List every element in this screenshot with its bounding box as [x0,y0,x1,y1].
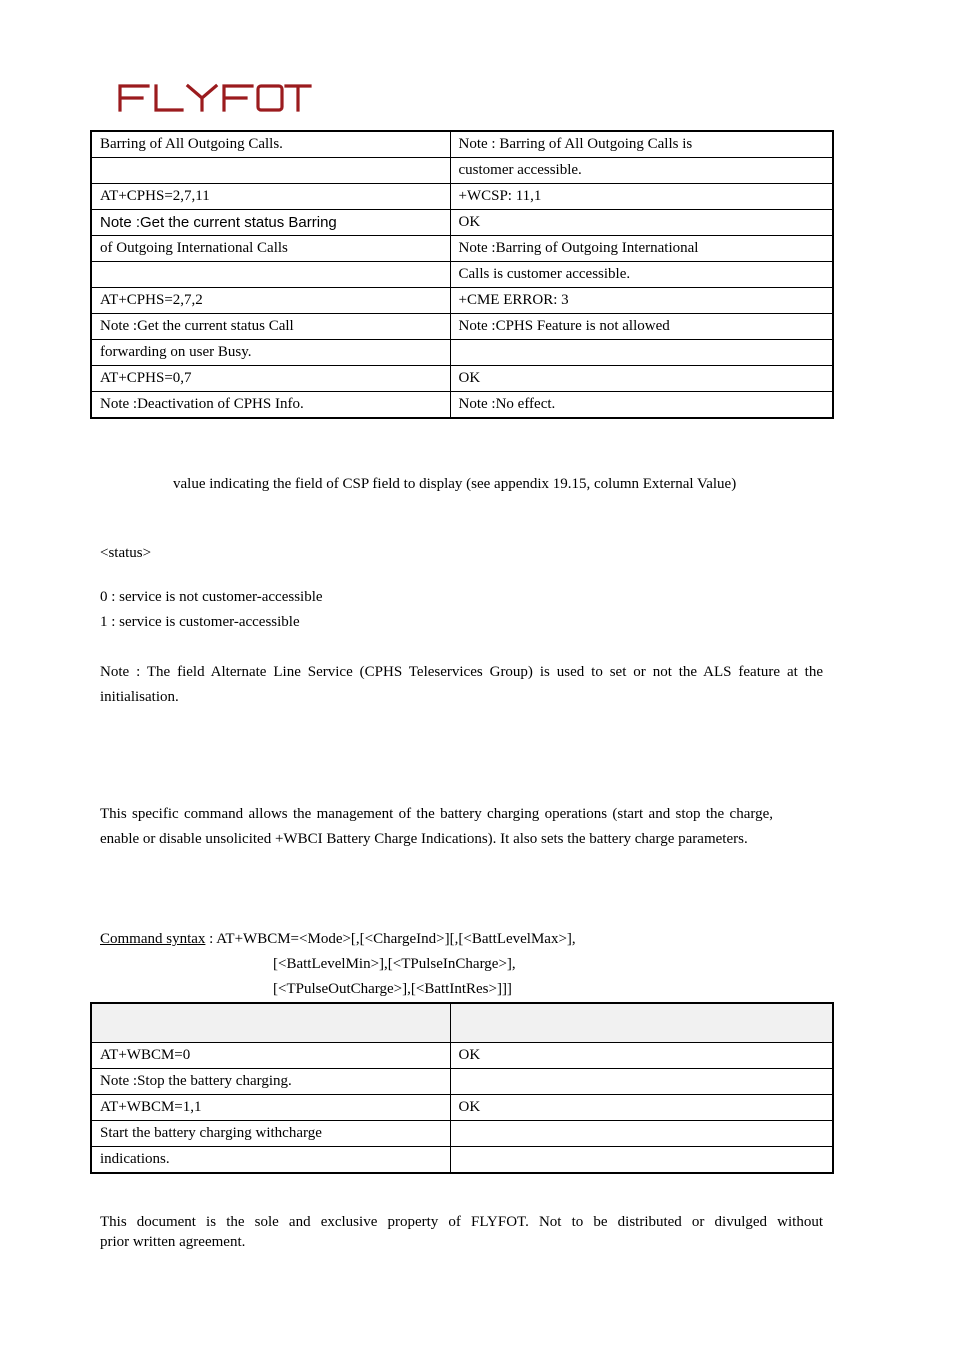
table-cell: Note :Deactivation of CPHS Info. [91,392,450,419]
table-cell: Note :No effect. [450,392,833,419]
table-row [91,1147,833,1174]
table-cell: OK [450,210,833,236]
table-row [91,158,833,184]
flyfot-logo [118,82,312,114]
csp-field-description: value indicating the field of CSP field to display (see appendix 19.15, column External Value) [173,476,737,492]
table-row [91,340,833,366]
table-cell: +WCSP: 11,1 [450,184,833,210]
table-cell: indications. [91,1147,450,1174]
command-syntax-text: : AT+WBCM=<Mode>[,[<ChargeInd>][,[<BattLevelMax>], [205,931,576,947]
table-row [91,366,833,392]
command-syntax-label: Command syntax [100,931,206,947]
wbcm-description: This specific command allows the management of the battery charging operations (start and stop the charge, enable or disable unsolicited +WBCI Battery Charge Indications). It also sets the battery charge parameters. [100,806,773,847]
table-cell: AT+WBCM=0 [91,1043,450,1069]
table-cell: Note :Get the current status Call [91,314,450,340]
table-header-row [91,1003,833,1043]
table-row [91,236,833,262]
als-note: Note : The field Alternate Line Service (CPHS Teleservices Group) is used to set or not the ALS feature at the initialisation. [100,664,823,705]
table-cell [91,262,450,288]
table-cell: +CME ERROR: 3 [450,288,833,314]
table-cell: AT+CPHS=2,7,11 [91,184,450,210]
footer-line-2: prior written agreement. [100,1234,246,1250]
table-cell: Barring of All Outgoing Calls. [91,131,450,158]
table-cell: forwarding on user Busy. [91,340,450,366]
table-row [91,131,833,158]
command-syntax-line-2: [<BattLevelMin>],[<TPulseInCharge>], [273,956,516,972]
status-value-1: 1 : service is customer-accessible [100,614,300,630]
footer-line-1: This document is the sole and exclusive property of FLYFOT. Not to be distributed or divulged without [100,1214,823,1230]
table-cell: AT+WBCM=1,1 [91,1095,450,1121]
table-cell: OK [450,1043,833,1069]
table-cell [450,1121,833,1147]
table-row [91,210,833,236]
command-syntax-line-3: [<TPulseOutCharge>],[<BattIntRes>]]] [273,981,512,997]
table-row [91,184,833,210]
table-row [91,1095,833,1121]
table-cell: Start the battery charging withcharge [91,1121,450,1147]
command-syntax-line-1 [100,927,576,952]
table-row [91,314,833,340]
table-cell: Note :Get the current status Barring [91,210,450,236]
table-row [91,288,833,314]
table-row [91,1043,833,1069]
table-header-cell [450,1003,833,1043]
table-cell: AT+CPHS=2,7,2 [91,288,450,314]
table-row [91,262,833,288]
table-cell: Note : Barring of All Outgoing Calls is [450,131,833,158]
status-parameter-label: <status> [100,545,152,561]
table-cell: customer accessible. [450,158,833,184]
table-row [91,392,833,419]
cphs-examples-table [90,130,834,419]
status-value-0: 0 : service is not customer-accessible [100,589,323,605]
table-cell: OK [450,1095,833,1121]
table-cell: Note :Stop the battery charging. [91,1069,450,1095]
table-cell: Note :CPHS Feature is not allowed [450,314,833,340]
table-cell [450,340,833,366]
table-header-cell [91,1003,450,1043]
table-cell [450,1069,833,1095]
table-cell: of Outgoing International Calls [91,236,450,262]
table-row [91,1121,833,1147]
table-cell: Calls is customer accessible. [450,262,833,288]
table-cell: OK [450,366,833,392]
flyfot-logo-mark [118,82,312,114]
table-row [91,1069,833,1095]
table-cell [91,158,450,184]
table-cell: Note :Barring of Outgoing International [450,236,833,262]
table-cell: AT+CPHS=0,7 [91,366,450,392]
table-cell [450,1147,833,1174]
wbcm-examples-table [90,1002,834,1174]
